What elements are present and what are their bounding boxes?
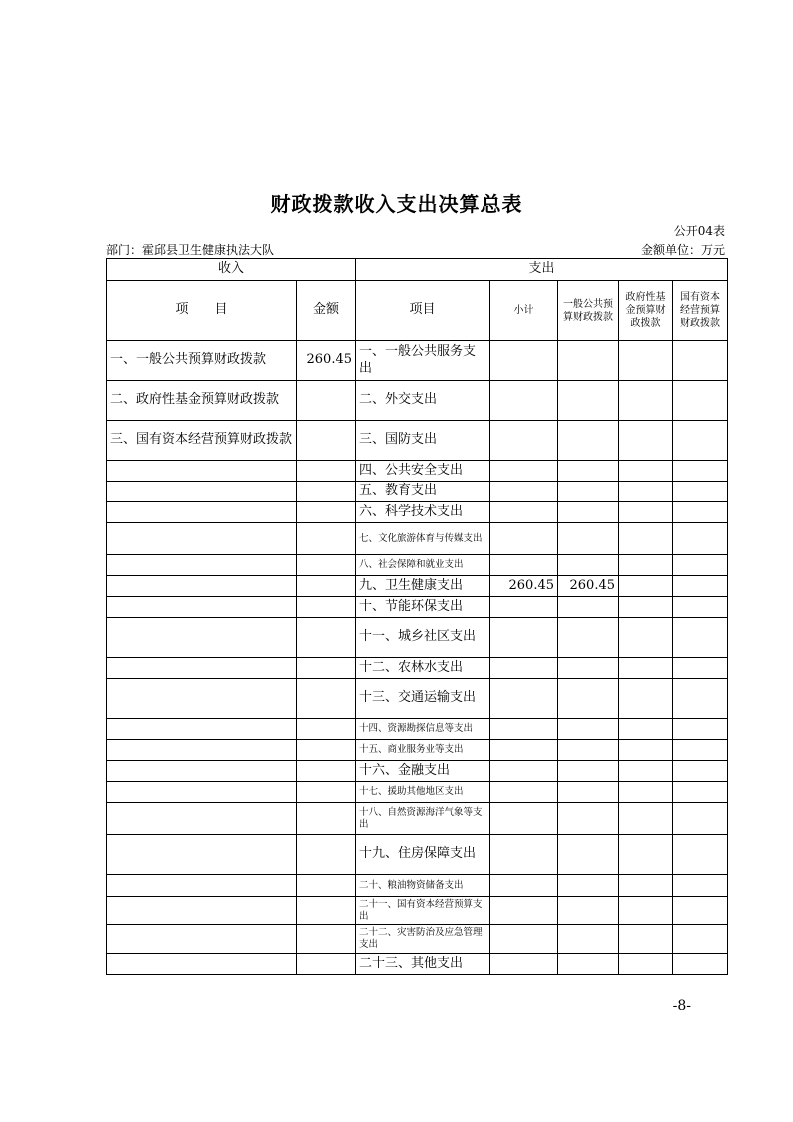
table-row [107, 555, 728, 576]
table-row [107, 576, 728, 597]
expense-fund-value [619, 803, 673, 835]
expense-fund-value [619, 658, 673, 679]
expense-fund-value [619, 875, 673, 897]
expense-subtotal-value [490, 658, 558, 679]
expense-general-value [558, 618, 619, 658]
expense-subtotal-value [490, 381, 558, 421]
income-amount [297, 555, 356, 576]
table-row [107, 719, 728, 740]
expense-fund-value [619, 954, 673, 975]
form-number: 公开04表 [673, 224, 725, 238]
expense-subtotal-value [490, 341, 558, 381]
expense-item-header: 项目 [356, 281, 490, 341]
expense-capital-value [673, 925, 728, 954]
table-row [107, 618, 728, 658]
expense-item-label: 十八、自然资源海洋气象等支出 [356, 803, 490, 835]
table-row [107, 761, 728, 782]
expense-subtotal-value [490, 740, 558, 761]
income-item-label: 一、一般公共预算财政拨款 [107, 341, 297, 381]
expense-capital-value [673, 761, 728, 782]
expense-capital-value [673, 740, 728, 761]
expense-general-value [558, 381, 619, 421]
expense-item-label: 七、文化旅游体育与传媒支出 [356, 523, 490, 555]
expense-subtotal-value [490, 875, 558, 897]
expense-capital-value [673, 719, 728, 740]
expense-fund-value [619, 555, 673, 576]
income-item-label [107, 835, 297, 875]
expense-general-value [558, 523, 619, 555]
expense-fund-value [619, 618, 673, 658]
income-amount [297, 523, 356, 555]
expense-item-label: 二十、粮油物资储备支出 [356, 875, 490, 897]
expense-subtotal-value [490, 618, 558, 658]
expense-item-label: 十二、农林水支出 [356, 658, 490, 679]
expense-item-label: 六、科学技术支出 [356, 502, 490, 523]
expense-fund-value [619, 740, 673, 761]
expense-item-label: 十四、资源勘探信息等支出 [356, 719, 490, 740]
table-row [107, 740, 728, 761]
expense-capital-value [673, 597, 728, 618]
income-amount [297, 719, 356, 740]
expense-item-label: 二、外交支出 [356, 381, 490, 421]
expense-capital-value [673, 954, 728, 975]
income-item-header: 项 目 [107, 281, 297, 341]
expense-capital-value [673, 897, 728, 925]
expense-subtotal-value [490, 954, 558, 975]
table-row [107, 421, 728, 461]
expense-subtotal-value [490, 679, 558, 719]
page-number: -8- [672, 998, 691, 1014]
expense-subtotal-value [490, 482, 558, 502]
expense-fund-value [619, 761, 673, 782]
general-budget-header: 一般公共预算财政拨款 [558, 281, 619, 341]
table-row [107, 341, 728, 381]
expense-subtotal-value [490, 782, 558, 803]
expense-fund-value [619, 597, 673, 618]
income-amount [297, 679, 356, 719]
income-item-label [107, 679, 297, 719]
income-amount [297, 597, 356, 618]
expense-subtotal-value [490, 555, 558, 576]
page-title: 财政拨款收入支出决算总表 [270, 192, 523, 216]
expense-general-value [558, 925, 619, 954]
expense-item-label: 十三、交通运输支出 [356, 679, 490, 719]
expense-capital-value [673, 523, 728, 555]
expense-capital-value [673, 803, 728, 835]
gov-fund-header: 政府性基金预算财政拨款 [619, 281, 673, 341]
expense-general-value [558, 421, 619, 461]
income-item-label [107, 761, 297, 782]
expense-general-value [558, 482, 619, 502]
expense-fund-value [619, 576, 673, 597]
expense-fund-value [619, 502, 673, 523]
expense-subtotal-value [490, 597, 558, 618]
expense-fund-value [619, 523, 673, 555]
income-item-label: 三、国有资本经营预算财政拨款 [107, 421, 297, 461]
expense-capital-value [673, 461, 728, 482]
expense-item-label: 二十三、其他支出 [356, 954, 490, 975]
income-amount [297, 897, 356, 925]
expense-general-value [558, 782, 619, 803]
income-amount [297, 740, 356, 761]
income-amount: 260.45 [297, 341, 356, 381]
expense-general-value [558, 954, 619, 975]
expense-fund-value [619, 421, 673, 461]
income-amount [297, 875, 356, 897]
expense-item-label: 十九、住房保障支出 [356, 835, 490, 875]
income-item-label [107, 875, 297, 897]
department-label: 部门：霍邱县卫生健康执法大队 [106, 243, 275, 257]
income-amount [297, 618, 356, 658]
expense-fund-value [619, 782, 673, 803]
income-item-label [107, 954, 297, 975]
income-item-label [107, 482, 297, 502]
expense-general-value [558, 658, 619, 679]
expense-subtotal-value [490, 803, 558, 835]
income-item-label [107, 897, 297, 925]
expense-general-value [558, 502, 619, 523]
expense-capital-value [673, 482, 728, 502]
table-row [107, 835, 728, 875]
expense-general-value [558, 597, 619, 618]
income-amount [297, 482, 356, 502]
income-item-label [107, 502, 297, 523]
expense-subtotal-value [490, 719, 558, 740]
income-item-label [107, 782, 297, 803]
expense-subtotal-value: 260.45 [490, 576, 558, 597]
income-amount [297, 502, 356, 523]
subtotal-header: 小计 [490, 281, 558, 341]
budget-table [106, 258, 728, 975]
expense-fund-value [619, 897, 673, 925]
expense-subtotal-value [490, 925, 558, 954]
expense-capital-value [673, 421, 728, 461]
expense-general-value [558, 555, 619, 576]
expense-capital-value [673, 341, 728, 381]
table-row [107, 897, 728, 925]
expense-subtotal-value [490, 761, 558, 782]
expense-fund-value [619, 381, 673, 421]
income-item-label [107, 461, 297, 482]
table-row [107, 482, 728, 502]
expense-fund-value [619, 835, 673, 875]
expense-fund-value [619, 719, 673, 740]
unit-label: 金额单位：万元 [640, 243, 725, 257]
table-row [107, 658, 728, 679]
table-row [107, 597, 728, 618]
expense-general-value [558, 875, 619, 897]
expense-item-label: 三、国防支出 [356, 421, 490, 461]
income-item-label [107, 803, 297, 835]
income-amount [297, 835, 356, 875]
expense-item-label: 五、教育支出 [356, 482, 490, 502]
expense-capital-value [673, 658, 728, 679]
income-amount [297, 925, 356, 954]
expense-general-value [558, 341, 619, 381]
expense-subtotal-value [490, 835, 558, 875]
income-item-label [107, 658, 297, 679]
expense-capital-value [673, 782, 728, 803]
table-row [107, 782, 728, 803]
expense-general-value [558, 740, 619, 761]
expense-item-label: 十五、商业服务业等支出 [356, 740, 490, 761]
expense-subtotal-value [490, 421, 558, 461]
expense-general-value: 260.45 [558, 576, 619, 597]
expense-fund-value [619, 679, 673, 719]
expense-capital-value [673, 618, 728, 658]
income-header: 收入 [107, 259, 356, 281]
expense-capital-value [673, 875, 728, 897]
expense-item-label: 十一、城乡社区支出 [356, 618, 490, 658]
income-item-label [107, 523, 297, 555]
income-item-label [107, 740, 297, 761]
expense-general-value [558, 803, 619, 835]
table-row [107, 954, 728, 975]
expense-general-value [558, 461, 619, 482]
expense-general-value [558, 719, 619, 740]
income-item-label: 二、政府性基金预算财政拨款 [107, 381, 297, 421]
expense-subtotal-value [490, 461, 558, 482]
income-item-label [107, 925, 297, 954]
expense-item-label: 八、社会保障和就业支出 [356, 555, 490, 576]
income-amount [297, 782, 356, 803]
expense-subtotal-value [490, 502, 558, 523]
expense-general-value [558, 897, 619, 925]
income-amount-header: 金额 [297, 281, 356, 341]
income-item-label [107, 555, 297, 576]
expense-capital-value [673, 381, 728, 421]
table-row [107, 523, 728, 555]
header-row-1 [107, 259, 728, 281]
expense-general-value [558, 835, 619, 875]
income-item-label [107, 597, 297, 618]
state-capital-header: 国有资本经营预算财政拨款 [673, 281, 728, 341]
income-amount [297, 658, 356, 679]
table-row [107, 502, 728, 523]
expense-item-label: 二十一、国有资本经营预算支出 [356, 897, 490, 925]
expense-capital-value [673, 835, 728, 875]
expense-capital-value [673, 679, 728, 719]
expense-item-label: 九、卫生健康支出 [356, 576, 490, 597]
expense-item-label: 十六、金融支出 [356, 761, 490, 782]
expense-capital-value [673, 576, 728, 597]
expense-fund-value [619, 461, 673, 482]
expense-item-label: 四、公共安全支出 [356, 461, 490, 482]
income-item-label [107, 576, 297, 597]
expense-item-label: 十七、援助其他地区支出 [356, 782, 490, 803]
table-row [107, 461, 728, 482]
income-item-label [107, 618, 297, 658]
table-row [107, 925, 728, 954]
expense-fund-value [619, 925, 673, 954]
expense-fund-value [619, 482, 673, 502]
header-row-2 [107, 281, 728, 341]
expense-general-value [558, 679, 619, 719]
expense-fund-value [619, 341, 673, 381]
expense-general-value [558, 761, 619, 782]
table-row [107, 875, 728, 897]
expense-capital-value [673, 555, 728, 576]
income-amount [297, 461, 356, 482]
expense-capital-value [673, 502, 728, 523]
expense-item-label: 二十二、灾害防治及应急管理支出 [356, 925, 490, 954]
table-row [107, 381, 728, 421]
expense-item-label: 一、一般公共服务支出 [356, 341, 490, 381]
expense-item-label: 十、节能环保支出 [356, 597, 490, 618]
expense-subtotal-value [490, 523, 558, 555]
income-amount [297, 803, 356, 835]
income-amount [297, 381, 356, 421]
expense-header: 支出 [356, 259, 728, 281]
table-row [107, 803, 728, 835]
income-amount [297, 954, 356, 975]
income-amount [297, 761, 356, 782]
income-amount [297, 576, 356, 597]
expense-subtotal-value [490, 897, 558, 925]
income-item-label [107, 719, 297, 740]
table-row [107, 679, 728, 719]
income-amount [297, 421, 356, 461]
